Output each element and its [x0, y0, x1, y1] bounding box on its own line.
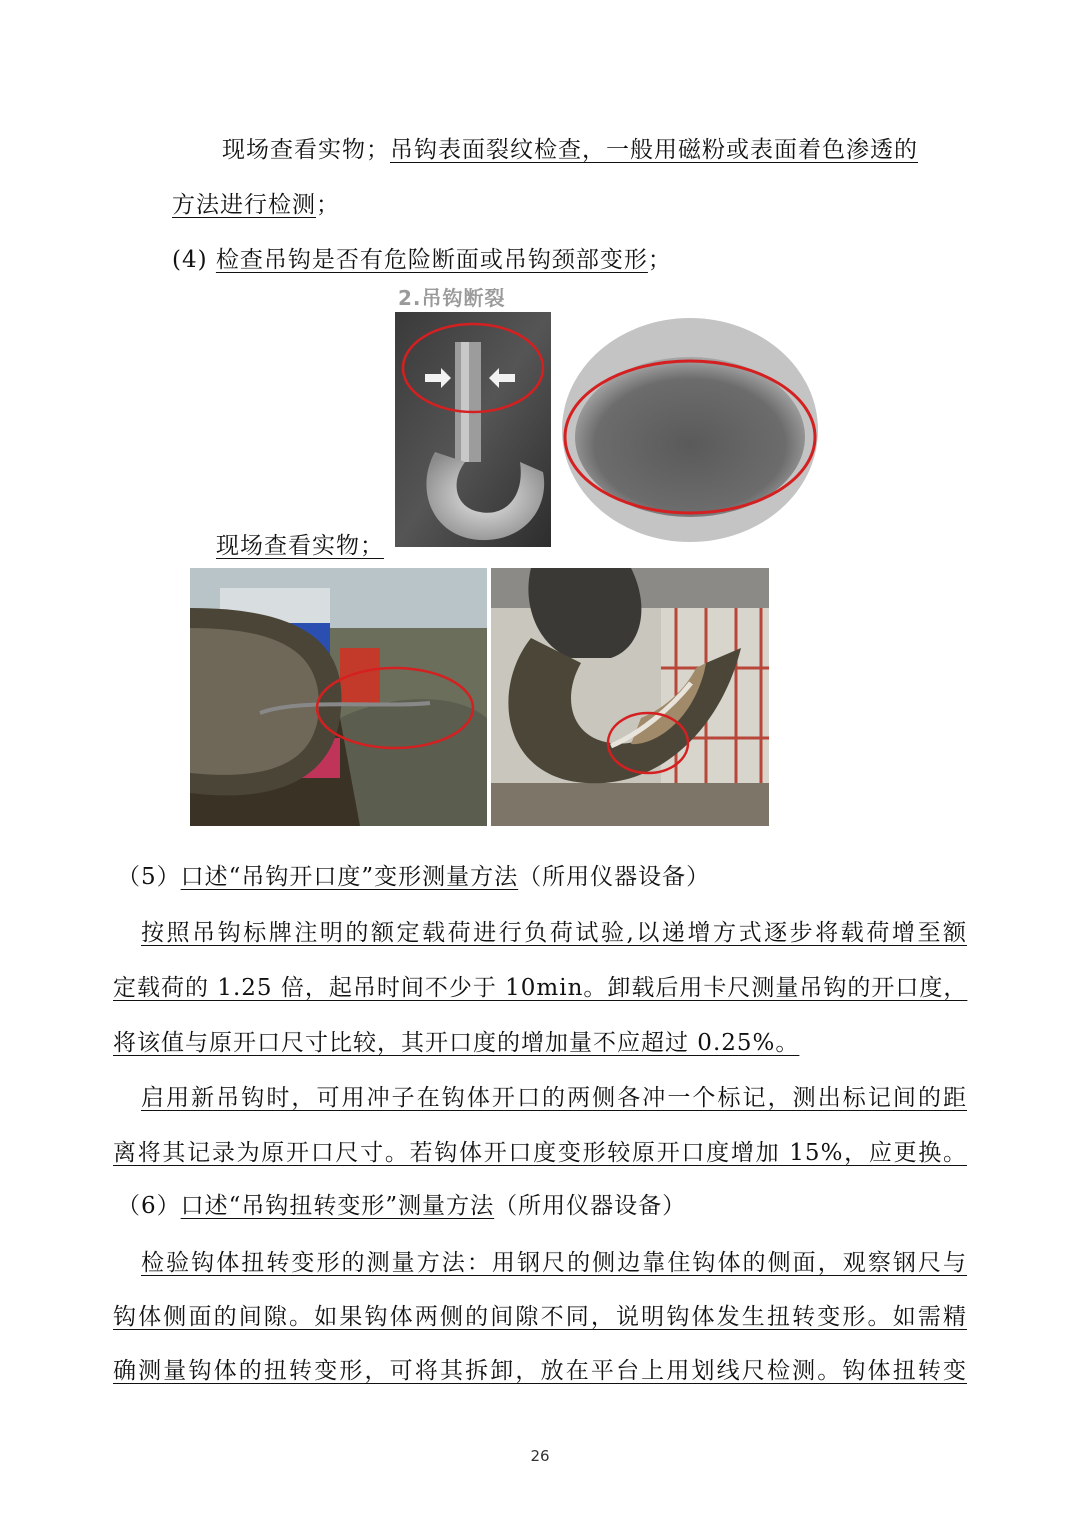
text-prefix: (4)	[172, 247, 208, 273]
para3-line1: 检验钩体扭转变形的测量方法：用钢尺的侧边靠住钩体的侧面，观察钢尺与	[141, 1250, 967, 1276]
para2-line1: 启用新吊钩时，可用冲子在钩体开口的两侧各冲一个标记，测出标记间的距	[141, 1085, 967, 1111]
text-prefix: （6）	[117, 1193, 181, 1219]
text-line-3	[172, 241, 672, 274]
fracture-surface-image	[553, 312, 827, 547]
para1-line3: 将该值与原开口尺寸比较，其开口度的增加量不应超过 0.25%。	[113, 1030, 800, 1056]
text-line-4	[216, 527, 384, 560]
text-line-6	[117, 1187, 686, 1220]
text-suffix: （所用仪器设备）	[518, 864, 711, 890]
text-prefix: （5）	[117, 864, 181, 890]
text-suffix: ；	[647, 247, 672, 273]
text-underlined: 口述“吊钩开口度”变形测量方法	[180, 864, 519, 890]
para1-line2: 定载荷的 1.25 倍，起吊时间不少于 10min。卸载后用卡尺测量吊钩的开口度，	[113, 975, 968, 1001]
text-underlined: 方法进行检测	[172, 192, 316, 218]
text-line-5	[117, 858, 710, 891]
hook-crack-image	[395, 312, 551, 547]
site-hook-photo-left	[190, 568, 487, 826]
figure-title: 2.吊钩断裂	[398, 286, 506, 310]
para3-line3: 确测量钩体的扭转变形，可将其拆卸，放在平台上用划线尺检测。钩体扭转变	[113, 1358, 967, 1384]
text-underlined: 吊钩表面裂纹检查，一般用磁粉或表面着色渗透的	[390, 137, 918, 163]
para1-line1: 按照吊钩标牌注明的额定载荷进行负荷试验,以递增方式逐步将载荷增至额	[141, 920, 967, 946]
hook-crack-photo	[395, 312, 551, 547]
text-underlined: 检查吊钩是否有危险断面或吊钩颈部变形	[215, 247, 648, 273]
text-suffix: ；	[316, 192, 340, 218]
site-hook-photo-right	[491, 568, 769, 826]
text-prefix: 现场查看实物；	[222, 137, 390, 163]
text-underlined: 口述“吊钩扭转变形”测量方法	[180, 1193, 495, 1219]
site-hook-right-image	[491, 568, 769, 826]
text-line-1	[222, 131, 918, 164]
text-underlined: 现场查看实物；	[216, 533, 384, 559]
para3-line2: 钩体侧面的间隙。如果钩体两侧的间隙不同，说明钩体发生扭转变形。如需精	[113, 1304, 967, 1330]
site-hook-left-image	[190, 568, 487, 826]
page-number: 26	[530, 1447, 550, 1465]
fracture-surface-photo	[553, 312, 827, 547]
para2-line2: 离将其记录为原开口尺寸。若钩体开口度变形较原开口度增加 15%，应更换。	[113, 1140, 967, 1166]
text-suffix: （所用仪器设备）	[494, 1193, 687, 1219]
text-line-2	[172, 186, 340, 219]
